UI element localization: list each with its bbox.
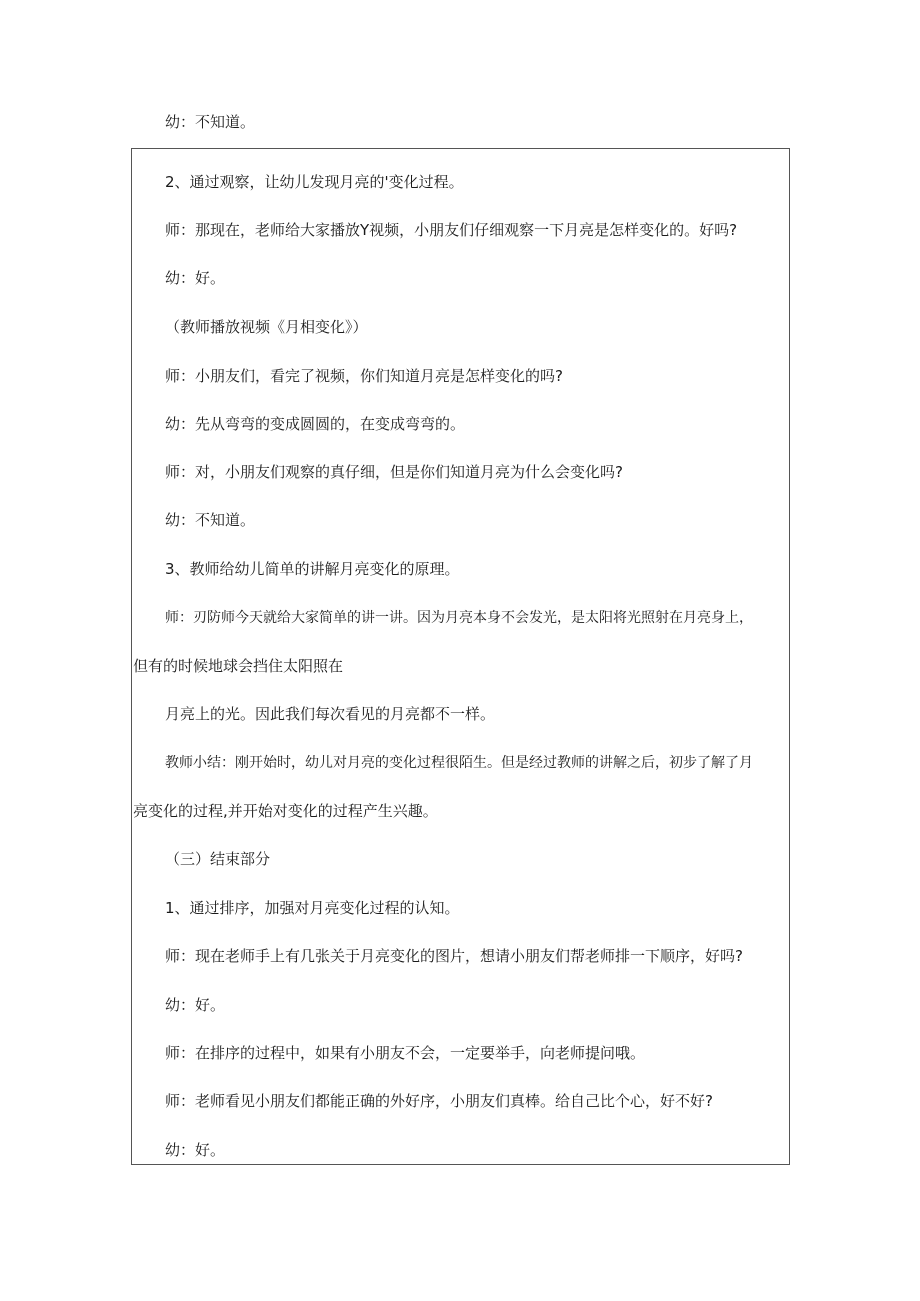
teacher-line: 师：对，小朋友们观察的真仔细，但是你们知道月亮为什么会变化吗? bbox=[165, 463, 623, 481]
teacher-line: 师：那现在，老师给大家播放Y视频，小朋友们仔细观察一下月亮是怎样变化的。好吗? bbox=[165, 221, 738, 239]
teacher-line: 师：现在老师手上有几张关于月亮变化的图片，想请小朋友们帮老师排一下顺序，好吗? bbox=[165, 947, 743, 965]
child-line: 幼：好。 bbox=[165, 996, 226, 1014]
teacher-line-continued: 月亮上的光。因此我们每次看见的月亮都不一样。 bbox=[165, 705, 496, 723]
section-heading-conclusion: （三）结束部分 bbox=[165, 850, 271, 868]
teacher-line: 师：在排序的过程中，如果有小朋友不会，一定要举手，向老师提问哦。 bbox=[165, 1044, 646, 1062]
section-heading-3: 3、教师给幼儿简单的讲解月亮变化的原理。 bbox=[165, 560, 460, 578]
step-heading-1: 1、通过排序，加强对月亮变化过程的认知。 bbox=[165, 899, 460, 917]
stage-direction: （教师播放视频《月相变化》） bbox=[165, 318, 368, 336]
child-line: 幼：先从弯弯的变成圆圆的，在变成弯弯的。 bbox=[165, 415, 466, 433]
teacher-line-continued: 但有的时候地球会挡住太阳照在 bbox=[133, 657, 344, 675]
section-heading-2: 2、通过观察，让幼儿发现月亮的'变化过程。 bbox=[165, 173, 464, 191]
child-line: 幼：不知道。 bbox=[165, 511, 256, 529]
pre-table-line: 幼：不知道。 bbox=[165, 113, 256, 131]
child-line: 幼：好。 bbox=[165, 1141, 226, 1159]
teacher-line: 师：小朋友们，看完了视频，你们知道月亮是怎样变化的吗? bbox=[165, 367, 563, 385]
teacher-line: 师：老师看见小朋友们都能正确的外好序，小朋友们真棒。给自己比个心，好不好? bbox=[165, 1092, 713, 1110]
teacher-line: 师：刃防师今天就给大家简单的讲一讲。因为月亮本身不会发光，是太阳将光照射在月亮身上， bbox=[165, 610, 753, 626]
child-line: 幼：好。 bbox=[165, 269, 226, 287]
teacher-summary-continued: 亮变化的过程,并开始对变化的过程产生兴趣。 bbox=[133, 802, 438, 820]
teacher-summary: 教师小结：刚开始时，幼儿对月亮的变化过程很陌生。但是经过教师的讲解之后，初步了解了月 bbox=[165, 755, 753, 771]
